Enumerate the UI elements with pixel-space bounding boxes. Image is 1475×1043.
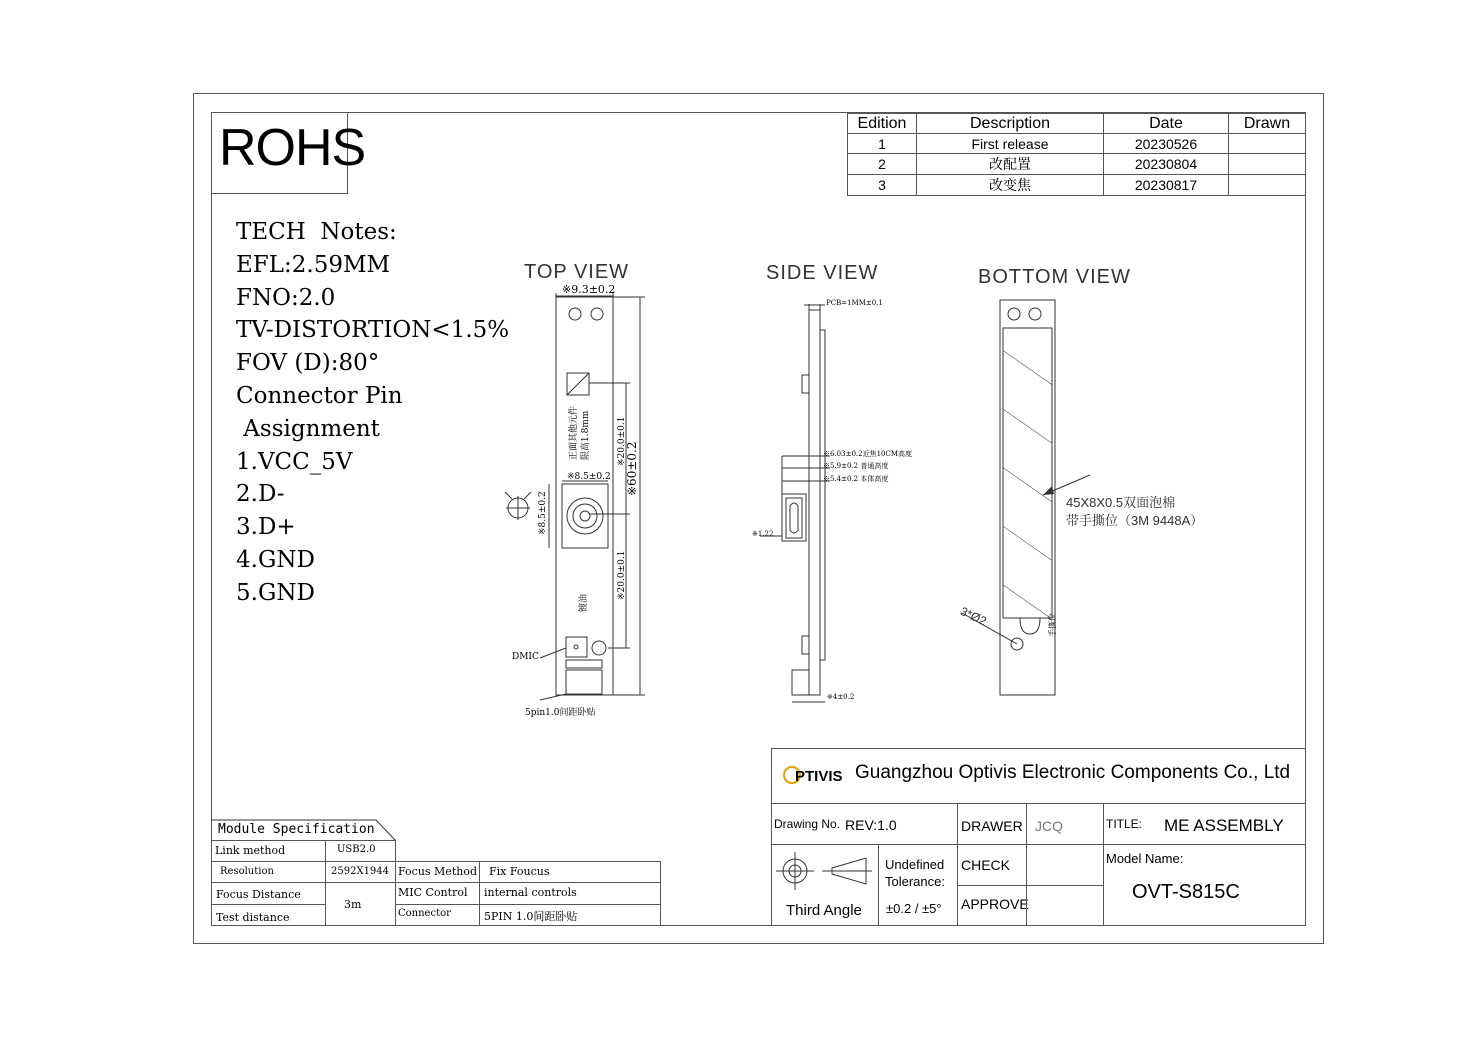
connector-spec-label: Connector xyxy=(398,908,451,919)
height-normal: ※5.9±0.2 普通高度 xyxy=(823,462,889,470)
rev-description: First release xyxy=(917,134,1104,154)
bottom-view-title: BOTTOM VIEW xyxy=(978,266,1131,288)
mic-control-label: MIC Control xyxy=(398,886,468,899)
rev-description: 改变焦 xyxy=(917,175,1104,196)
top-view-title: TOP VIEW xyxy=(524,261,630,283)
tech-note-line: 2.D- xyxy=(236,481,285,508)
tech-note-line: EFL:2.59MM xyxy=(236,251,391,278)
tech-note-line: 5.GND xyxy=(236,579,315,606)
approve-label: APPROVE xyxy=(961,896,1029,912)
tech-note-line: Assignment xyxy=(236,415,380,442)
component-note-2: 限高1.8mm xyxy=(581,410,591,460)
title-label: TITLE: xyxy=(1106,817,1143,831)
module-spec-title: Module Specification xyxy=(218,822,375,837)
drawing-title: ME ASSEMBLY xyxy=(1164,816,1284,835)
height-near-focus: ※6.03±0.2近焦10CM高度 xyxy=(823,450,913,458)
dim-lower-span: ※20.0±0.1 xyxy=(617,550,627,600)
dim-width: ※9.3±0.2 xyxy=(562,283,616,296)
link-method-value: USB2.0 xyxy=(337,844,376,855)
height-body: ※5.4±0.2 本体高度 xyxy=(823,475,889,483)
tolerance-value: ±0.2 / ±5° xyxy=(886,901,942,916)
connector-spec-value: 5PIN 1.0间距卧贴 xyxy=(484,910,578,923)
rev-header-date: Date xyxy=(1104,114,1229,134)
model-name: OVT-S815C xyxy=(1132,881,1240,903)
drawer-value: JCQ xyxy=(1035,818,1063,834)
dim-upper-span: ※20.0±0.1 xyxy=(617,416,627,466)
focus-method-label: Focus Method xyxy=(398,865,477,878)
link-method-label: Link method xyxy=(215,844,286,857)
hole-dim: 3*Ø2 xyxy=(958,604,989,629)
rohs-mark: ROHS xyxy=(219,119,366,177)
distance-value: 3m xyxy=(344,898,362,911)
focus-method-value: Fix Foucus xyxy=(489,865,550,878)
projection-label: Third Angle xyxy=(786,902,862,919)
tolerance-label: Undefined Tolerance: xyxy=(885,857,945,889)
rev-date: 20230526 xyxy=(1104,134,1229,154)
dmic-label: DMIC xyxy=(512,652,539,662)
tech-note-line: Connector Pin xyxy=(236,382,403,409)
tech-note-line: TECH Notes: xyxy=(236,219,397,245)
rev-edition: 1 xyxy=(848,134,917,154)
rev-date: 20230817 xyxy=(1104,175,1229,196)
bottom-note: 镀油 xyxy=(579,593,589,612)
rev-header-description: Description xyxy=(917,114,1104,134)
check-label: CHECK xyxy=(961,857,1011,873)
component-note-1: 正面其他元件 xyxy=(569,405,579,460)
foam-note-2: 带手撕位（3M 9448A） xyxy=(1066,513,1204,528)
dim-lens-width: ※8.5±0.2 xyxy=(567,472,611,482)
drawer-label: DRAWER xyxy=(961,818,1023,834)
dim-lens-height: ※8.5±0.2 xyxy=(538,491,548,535)
gap-dim: ※1.22 xyxy=(752,530,774,538)
rev-description: 改配置 xyxy=(917,154,1104,175)
rev-date: 20230804 xyxy=(1104,154,1229,175)
tech-note-line: TV-DISTORTION<1.5% xyxy=(236,317,510,344)
tech-note-line: FOV (D):80° xyxy=(236,350,380,377)
mic-control-value: internal controls xyxy=(484,886,577,899)
resolution-value: 2592X1944 xyxy=(331,866,390,877)
tech-note-line: 3.D+ xyxy=(236,514,296,541)
tech-note-line: 4.GND xyxy=(236,546,315,573)
rev-header-drawn: Drawn xyxy=(1229,114,1306,134)
tech-note-line: 1.VCC_5V xyxy=(236,448,353,475)
resolution-label: Resolution xyxy=(220,866,274,877)
connector-height: ※4±0.2 xyxy=(827,693,855,701)
connector-label: 5pin1.0间距卧贴 xyxy=(525,708,596,718)
revision-value: REV:1.0 xyxy=(845,817,897,833)
tech-note-line: FNO:2.0 xyxy=(236,284,336,311)
rev-edition: 2 xyxy=(848,154,917,175)
focus-distance-label: Focus Distance xyxy=(216,888,301,901)
drawing-no-label: Drawing No. xyxy=(774,817,841,831)
rev-edition: 3 xyxy=(848,175,917,196)
test-distance-label: Test distance xyxy=(216,911,290,924)
company-logo: PTIVIS xyxy=(783,766,843,785)
side-view-title: SIDE VIEW xyxy=(766,262,879,284)
dim-length: ※60±0.2 xyxy=(625,441,639,496)
foam-note-1: 45X8X0.5双面泡棉 xyxy=(1066,495,1176,510)
model-label: Model Name: xyxy=(1106,851,1184,866)
tear-tab-label: 手撕位 xyxy=(1048,613,1057,637)
rev-header-edition: Edition xyxy=(848,114,917,134)
company-name: Guangzhou Optivis Electronic Components Co., Ltd xyxy=(855,762,1291,783)
pcb-thickness: PCB=1MM±0.1 xyxy=(826,299,883,307)
